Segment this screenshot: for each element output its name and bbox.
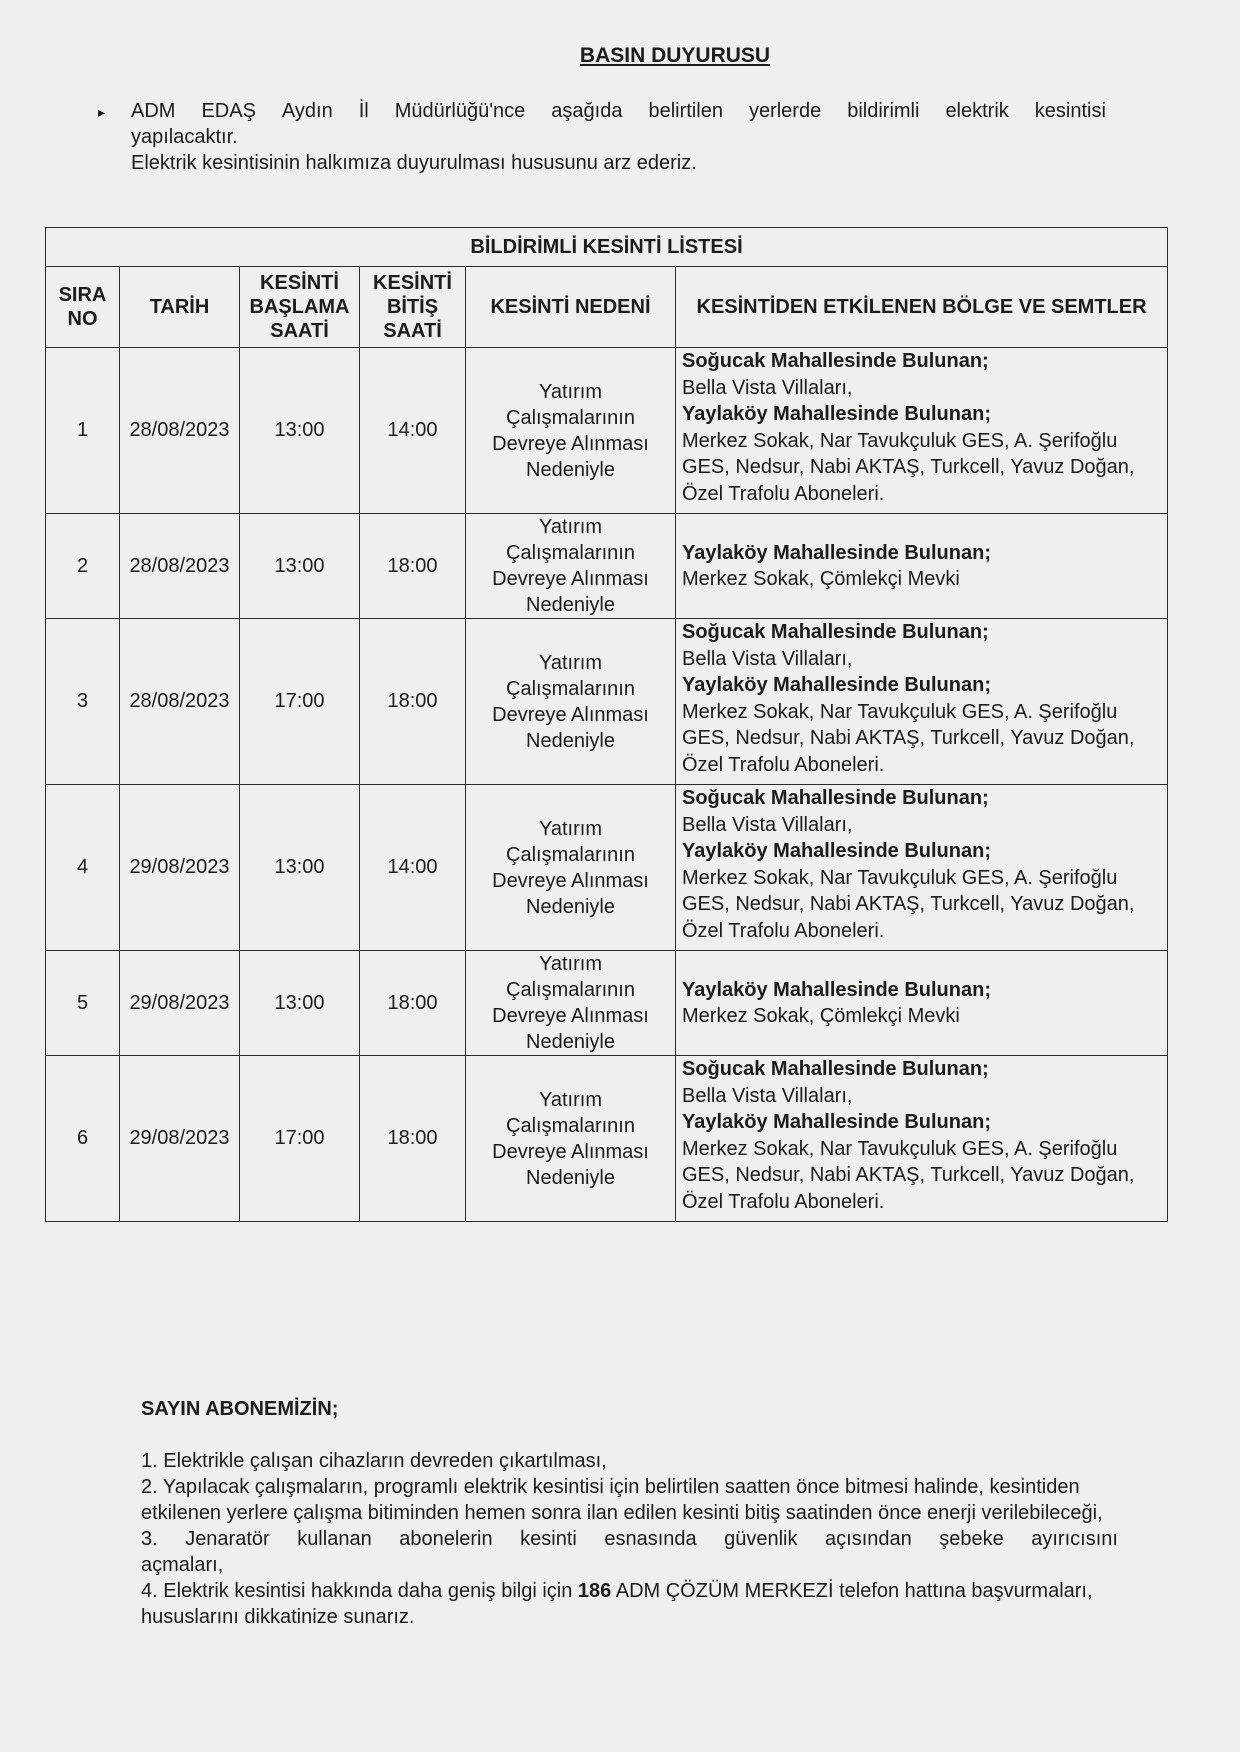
reason-line: Yatırım bbox=[539, 817, 602, 840]
header-kesinti-nedeni: KESİNTİ NEDENİ bbox=[466, 267, 676, 348]
header-etkilenen-bolge: KESİNTİDEN ETKİLENEN BÖLGE VE SEMTLER bbox=[676, 267, 1168, 348]
cell-kesinti-nedeni bbox=[466, 348, 676, 514]
cell-sira-no: 2 bbox=[46, 514, 120, 619]
cell-baslama: 13:00 bbox=[240, 951, 360, 1056]
cell-sira-no: 6 bbox=[46, 1056, 120, 1222]
cell-tarih: 29/08/2023 bbox=[120, 951, 240, 1056]
intro-word: Aydın bbox=[281, 100, 333, 122]
cell-etkilenen-bolge bbox=[676, 951, 1168, 1056]
area-text: Merkez Sokak, Çömlekçi Mevki bbox=[682, 1005, 960, 1027]
scan-mark: ▸ bbox=[98, 104, 106, 120]
reason-line: Çalışmalarının bbox=[506, 677, 635, 700]
reason-line: Nedeniyle bbox=[526, 458, 615, 481]
notice-item-4-text: 4. Elektrik kesintisi hakkında daha geniş bilgi için bbox=[141, 1580, 578, 1602]
reason-line: Yatırım bbox=[539, 651, 602, 674]
table-row bbox=[46, 1056, 1168, 1222]
header-sira-no: SIRA NO bbox=[46, 267, 120, 348]
reason-line: Devreye Alınması bbox=[492, 568, 649, 590]
notice-item-3-word: açısından bbox=[825, 1528, 912, 1550]
reason-line: Nedeniyle bbox=[526, 1166, 615, 1189]
area-heading: Yaylaköy Mahallesinde Bulunan; bbox=[682, 403, 991, 425]
cell-baslama: 13:00 bbox=[240, 514, 360, 619]
reason-line: Çalışmalarının bbox=[506, 1114, 635, 1137]
notice-item-3-word: abonelerin bbox=[399, 1528, 493, 1550]
cell-etkilenen-bolge bbox=[676, 619, 1168, 785]
table-row bbox=[46, 514, 1168, 619]
notice-item-3-end: açmaları, bbox=[141, 1554, 224, 1576]
cell-sira-no: 4 bbox=[46, 785, 120, 951]
table-body bbox=[46, 348, 1168, 1222]
cell-etkilenen-bolge bbox=[676, 514, 1168, 619]
intro-word: İl bbox=[358, 100, 369, 122]
intro-word: belirtilen bbox=[648, 100, 723, 122]
intro-word: bildirimli bbox=[847, 100, 920, 122]
area-heading: Yaylaköy Mahallesinde Bulunan; bbox=[682, 674, 991, 696]
notice-item-3-word: ayırıcısını bbox=[1031, 1528, 1118, 1550]
reason-line: Yatırım bbox=[539, 516, 602, 538]
notice-item-4-rest: ADM ÇÖZÜM MERKEZİ telefon hattına başvurmaları, hususlarını dikkatinize sunarız. bbox=[141, 1580, 1093, 1628]
reason-line: Yatırım bbox=[539, 953, 602, 975]
reason-line: Çalışmalarının bbox=[506, 979, 635, 1001]
cell-etkilenen-bolge bbox=[676, 348, 1168, 514]
cell-bitis: 18:00 bbox=[360, 951, 466, 1056]
cell-baslama: 17:00 bbox=[240, 619, 360, 785]
notice-heading: SAYIN ABONEMİZİN; bbox=[141, 1398, 339, 1420]
reason-line: Nedeniyle bbox=[526, 1031, 615, 1053]
header-tarih: TARİH bbox=[120, 267, 240, 348]
cell-sira-no: 3 bbox=[46, 619, 120, 785]
outage-table-wrapper bbox=[45, 227, 1167, 1222]
area-text: Bella Vista Villaları, bbox=[682, 1084, 853, 1107]
notice-item-3-word: kullanan bbox=[297, 1528, 372, 1550]
reason-line: Nedeniyle bbox=[526, 729, 615, 752]
cell-sira-no: 1 bbox=[46, 348, 120, 514]
notice-list bbox=[141, 1448, 1118, 1630]
area-text: Bella Vista Villaları, bbox=[682, 647, 853, 670]
intro-line-1 bbox=[131, 98, 1106, 124]
cell-bitis: 14:00 bbox=[360, 348, 466, 514]
intro-line-3: Elektrik kesintisinin halkımıza duyurulması hususunu arz ederiz. bbox=[131, 152, 697, 174]
reason-line: Nedeniyle bbox=[526, 895, 615, 918]
area-text: Merkez Sokak, Nar Tavukçuluk GES, A. Şerifoğlu GES, Nedsur, Nabi AKTAŞ, Turkcell, Yavuz Doğan, Özel Trafolu Aboneleri. bbox=[682, 1137, 1135, 1213]
intro-line-2: yapılacaktır. bbox=[131, 126, 238, 148]
notice-item-1: 1. Elektrikle çalışan cihazların devreden çıkartılması, bbox=[141, 1450, 607, 1472]
header-bitis-saati: KESİNTİ BİTİŞ SAATİ bbox=[360, 267, 466, 348]
cell-bitis: 18:00 bbox=[360, 619, 466, 785]
area-text: Merkez Sokak, Nar Tavukçuluk GES, A. Şerifoğlu GES, Nedsur, Nabi AKTAŞ, Turkcell, Yavuz Doğan, Özel Trafolu Aboneleri. bbox=[682, 700, 1135, 776]
area-heading: Yaylaköy Mahallesinde Bulunan; bbox=[682, 1111, 991, 1133]
notice-item-4 bbox=[141, 1578, 1118, 1630]
reason-line: Devreye Alınması bbox=[492, 432, 649, 455]
notice-item-3-word: Jenaratör bbox=[185, 1528, 270, 1550]
cell-baslama: 13:00 bbox=[240, 785, 360, 951]
table-row bbox=[46, 951, 1168, 1056]
cell-kesinti-nedeni bbox=[466, 514, 676, 619]
cell-bitis: 18:00 bbox=[360, 1056, 466, 1222]
area-text: Merkez Sokak, Nar Tavukçuluk GES, A. Şerifoğlu GES, Nedsur, Nabi AKTAŞ, Turkcell, Yavuz Doğan, Özel Trafolu Aboneleri. bbox=[682, 866, 1135, 942]
reason-line: Nedeniyle bbox=[526, 594, 615, 616]
area-heading: Soğucak Mahallesinde Bulunan; bbox=[682, 621, 989, 643]
call-center-number: 186 bbox=[577, 1580, 612, 1602]
cell-etkilenen-bolge bbox=[676, 1056, 1168, 1222]
area-heading: Soğucak Mahallesinde Bulunan; bbox=[682, 787, 989, 809]
notice-item-3-word: esnasında bbox=[604, 1528, 697, 1550]
notice-item-3-word: kesinti bbox=[520, 1528, 577, 1550]
intro-paragraph bbox=[131, 98, 1106, 176]
notice-item-2: 2. Yapılacak çalışmaların, programlı elektrik kesintisi için belirtilen saatten önce bitmesi halinde, kesintiden etkilenen yerlere çalışma bitiminden hemen sonra ilan edilen kesinti bitiş saatinden önce enerji verilebileceği, bbox=[141, 1476, 1103, 1524]
cell-tarih: 28/08/2023 bbox=[120, 619, 240, 785]
cell-tarih: 29/08/2023 bbox=[120, 785, 240, 951]
notice-item-3-word: şebeke bbox=[939, 1528, 1004, 1550]
header-baslama-saati: KESİNTİ BAŞLAMA SAATİ bbox=[240, 267, 360, 348]
table-row bbox=[46, 348, 1168, 514]
cell-kesinti-nedeni bbox=[466, 951, 676, 1056]
intro-word: ADM bbox=[131, 100, 176, 122]
cell-bitis: 14:00 bbox=[360, 785, 466, 951]
area-text: Merkez Sokak, Çömlekçi Mevki bbox=[682, 568, 960, 590]
area-heading: Soğucak Mahallesinde Bulunan; bbox=[682, 1058, 989, 1080]
reason-line: Çalışmalarının bbox=[506, 542, 635, 564]
area-text: Bella Vista Villaları, bbox=[682, 813, 853, 836]
intro-word: EDAŞ bbox=[201, 100, 256, 122]
cell-kesinti-nedeni bbox=[466, 1056, 676, 1222]
reason-line: Devreye Alınması bbox=[492, 1140, 649, 1163]
intro-word: Müdürlüğü'nce bbox=[394, 100, 526, 122]
notice-item-3-word: 3. bbox=[141, 1528, 158, 1550]
intro-word: aşağıda bbox=[551, 100, 623, 122]
area-heading: Yaylaköy Mahallesinde Bulunan; bbox=[682, 541, 991, 564]
table-caption: BİLDİRİMLİ KESİNTİ LİSTESİ bbox=[46, 228, 1168, 267]
table-row bbox=[46, 785, 1168, 951]
area-text: Bella Vista Villaları, bbox=[682, 376, 853, 399]
page-title: BASIN DUYURUSU bbox=[579, 44, 771, 67]
area-heading: Yaylaköy Mahallesinde Bulunan; bbox=[682, 978, 991, 1001]
cell-kesinti-nedeni bbox=[466, 619, 676, 785]
cell-tarih: 29/08/2023 bbox=[120, 1056, 240, 1222]
reason-line: Devreye Alınması bbox=[492, 703, 649, 726]
intro-word: yerlerde bbox=[748, 100, 822, 122]
area-heading: Yaylaköy Mahallesinde Bulunan; bbox=[682, 840, 991, 862]
reason-line: Çalışmalarının bbox=[506, 406, 635, 429]
cell-baslama: 17:00 bbox=[240, 1056, 360, 1222]
cell-tarih: 28/08/2023 bbox=[120, 348, 240, 514]
area-text: Merkez Sokak, Nar Tavukçuluk GES, A. Şerifoğlu GES, Nedsur, Nabi AKTAŞ, Turkcell, Yavuz Doğan, Özel Trafolu Aboneleri. bbox=[682, 429, 1135, 505]
cell-baslama: 13:00 bbox=[240, 348, 360, 514]
cell-etkilenen-bolge bbox=[676, 785, 1168, 951]
cell-tarih: 28/08/2023 bbox=[120, 514, 240, 619]
reason-line: Devreye Alınması bbox=[492, 869, 649, 892]
notice-item-3-word: güvenlik bbox=[724, 1528, 798, 1550]
table-row bbox=[46, 619, 1168, 785]
cell-bitis: 18:00 bbox=[360, 514, 466, 619]
notice-item-3 bbox=[141, 1526, 1118, 1552]
area-heading: Soğucak Mahallesinde Bulunan; bbox=[682, 350, 989, 372]
intro-word: elektrik bbox=[945, 100, 1009, 122]
cell-sira-no: 5 bbox=[46, 951, 120, 1056]
cell-kesinti-nedeni bbox=[466, 785, 676, 951]
intro-word: kesintisi bbox=[1034, 100, 1106, 122]
outage-table bbox=[45, 227, 1168, 1222]
reason-line: Yatırım bbox=[539, 380, 602, 403]
reason-line: Devreye Alınması bbox=[492, 1005, 649, 1027]
reason-line: Çalışmalarının bbox=[506, 843, 635, 866]
reason-line: Yatırım bbox=[539, 1088, 602, 1111]
